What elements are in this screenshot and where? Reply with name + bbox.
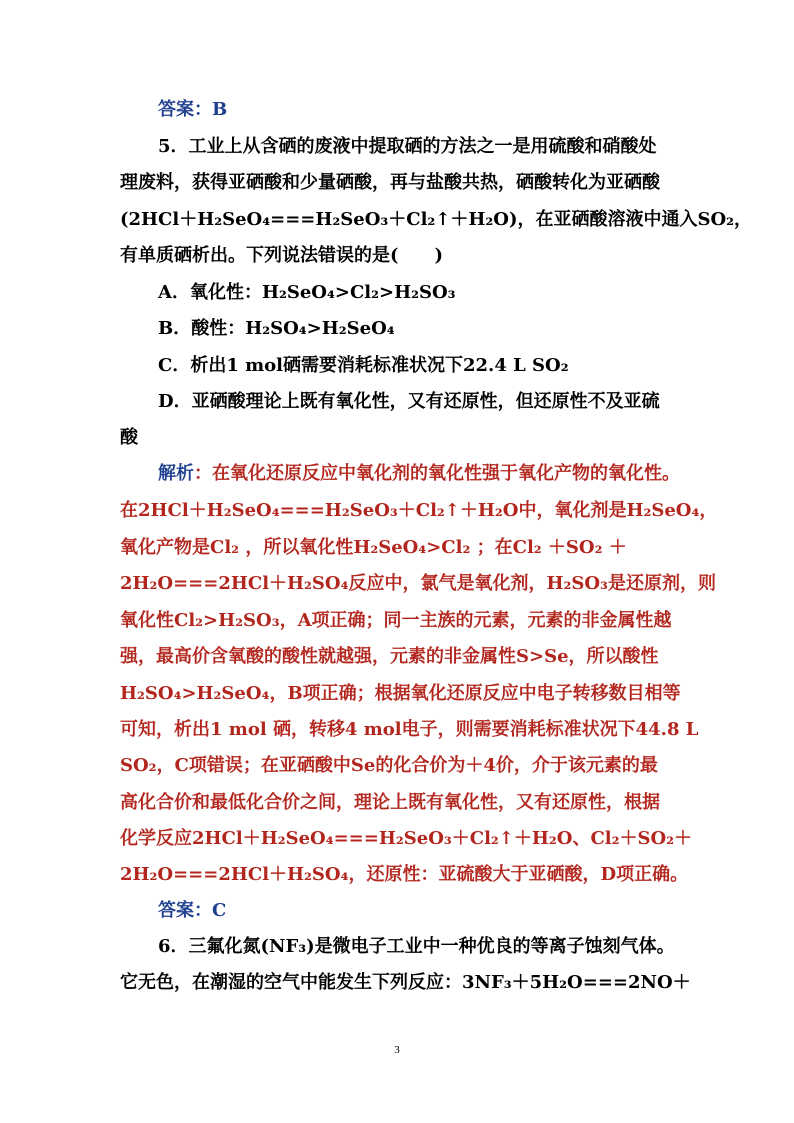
option-c: C．析出1 mol硒需要消耗标准状况下22.4 L SO₂ [158,355,569,376]
option-d-continued: 酸 [120,427,138,448]
analysis-line: 化学反应2HCl＋H₂SeO₄===H₂SeO₃＋Cl₂↑＋H₂O、Cl₂＋SO₂＋ [120,828,693,849]
analysis-line: SO₂，C项错误；在亚硒酸中Se的化合价为＋4价，介于该元素的最 [120,755,658,776]
question-6-line: 它无色，在潮湿的空气中能发生下列反应：3NF₃＋5H₂O===2NO＋ [120,972,691,993]
previous-answer: 答案：B [158,99,228,120]
analysis-label: 解析 [158,463,194,484]
answer: 答案：C [158,900,227,921]
question-5-line: 有单质硒析出。下列说法错误的是( ) [120,245,444,266]
analysis-line: 在2HCl＋H₂SeO₄===H₂SeO₃＋Cl₂↑＋H₂O中，氧化剂是H₂SeO₄， [120,500,718,521]
analysis-line: 氧化产物是Cl₂ ，所以氧化性H₂SeO₄>Cl₂ ；在Cl₂ ＋SO₂ ＋ [120,537,627,558]
analysis-line: 高化合价和最低化合价之间，理论上既有氧化性，又有还原性，根据 [120,792,660,813]
analysis-line: 2H₂O===2HCl＋H₂SO₄，还原性：亚硫酸大于亚硒酸，D项正确。 [120,864,689,885]
analysis-line: 2H₂O===2HCl＋H₂SO₄反应中，氯气是氧化剂，H₂SO₃是还原剂，则 [120,573,716,594]
question-5-line: (2HCl＋H₂SeO₄===H₂SeO₃＋Cl₂↑＋H₂O)，在亚硒酸溶液中通入SO₂， [120,209,753,230]
question-5-line: 理废料，获得亚硒酸和少量硒酸，再与盐酸共热，硒酸转化为亚硒酸 [120,172,660,193]
analysis-line: 氧化性Cl₂>H₂SO₃，A项正确；同一主族的元素，元素的非金属性越 [120,610,672,631]
analysis-line [158,460,680,488]
question-6-line: 6．三氟化氮(NF₃)是微电子工业中一种优良的等离子蚀刻气体。 [158,936,675,957]
analysis-line: 可知，析出1 mol 硒，转移4 mol电子，则需要消耗标准状况下44.8 L [120,719,699,740]
option-b: B．酸性：H₂SO₄>H₂SeO₄ [158,318,395,339]
analysis-line: 强，最高价含氧酸的酸性就越强，元素的非金属性S>Se，所以酸性 [120,646,659,667]
analysis-line-text: ：在氧化还原反应中氧化剂的氧化性强于氧化产物的氧化性。 [194,463,680,484]
question-5-line: 5．工业上从含硒的废液中提取硒的方法之一是用硫酸和硝酸处 [158,136,657,157]
option-a: A．氧化性：H₂SeO₄>Cl₂>H₂SO₃ [158,282,456,303]
option-d: D．亚硒酸理论上既有氧化性，又有还原性，但还原性不及亚硫 [158,391,660,412]
page-number: 3 [394,1044,400,1056]
analysis-line: H₂SO₄>H₂SeO₄，B项正确；根据氧化还原反应中电子转移数目相等 [120,683,681,704]
